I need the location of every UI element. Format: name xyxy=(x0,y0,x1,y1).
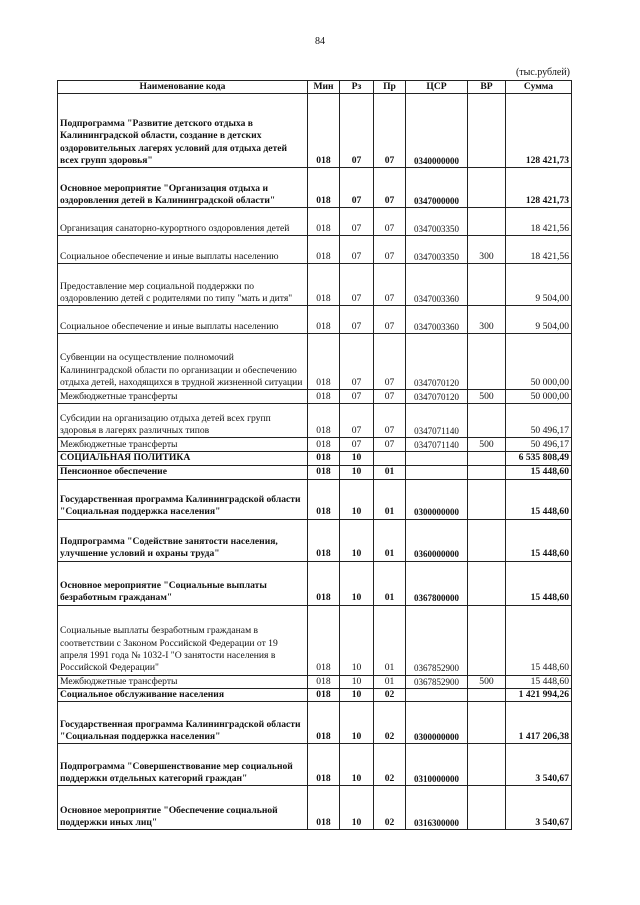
cell-rz: 10 xyxy=(340,519,374,561)
cell-rz: 07 xyxy=(340,168,374,208)
cell-csr xyxy=(406,465,468,479)
cell-rz: 10 xyxy=(340,702,374,744)
table-row xyxy=(58,702,572,744)
cell-pr: 02 xyxy=(374,702,406,744)
table-row xyxy=(58,605,572,675)
cell-pr: 02 xyxy=(374,688,406,701)
cell-pr: 01 xyxy=(374,561,406,605)
cell-name: Социальные выплаты безработным гражданам в соответствии с Законом Российской Федерации от 19 апреля 1991 года № 1032-I "О занятости населения в Российской Федерации" xyxy=(58,605,308,675)
cell-rz: 10 xyxy=(340,744,374,786)
cell-rz: 10 xyxy=(340,688,374,701)
table-row xyxy=(58,438,572,452)
cell-sum: 50 000,00 xyxy=(506,390,572,404)
cell-vr xyxy=(468,94,506,168)
table-row xyxy=(58,452,572,465)
cell-pr: 07 xyxy=(374,390,406,404)
cell-rz: 10 xyxy=(340,561,374,605)
cell-name: Субсидии на организацию отдыха детей всех групп здоровья в лагерях различных типов xyxy=(58,404,308,438)
cell-min: 018 xyxy=(308,688,340,701)
cell-name: Основное мероприятие "Обеспечение социальной поддержки иных лиц" xyxy=(58,786,308,830)
cell-sum: 9 504,00 xyxy=(506,264,572,306)
cell-name: Организация санаторно-курортного оздоровления детей xyxy=(58,208,308,236)
cell-pr: 01 xyxy=(374,519,406,561)
cell-sum: 128 421,73 xyxy=(506,168,572,208)
cell-vr xyxy=(468,452,506,465)
budget-table xyxy=(57,80,572,830)
cell-name: Межбюджетные трансферты xyxy=(58,438,308,452)
header-pr: Пр xyxy=(374,81,406,94)
cell-rz: 10 xyxy=(340,465,374,479)
cell-rz: 07 xyxy=(340,306,374,334)
cell-csr: 0300000000 xyxy=(406,702,468,744)
cell-min: 018 xyxy=(308,519,340,561)
cell-name: Социальное обеспечение и иные выплаты населению xyxy=(58,236,308,264)
table-row xyxy=(58,264,572,306)
cell-min: 018 xyxy=(308,168,340,208)
cell-vr xyxy=(468,786,506,830)
table-row xyxy=(58,208,572,236)
cell-rz: 10 xyxy=(340,786,374,830)
cell-name: Социальное обслуживание населения xyxy=(58,688,308,701)
cell-vr: 500 xyxy=(468,675,506,688)
cell-sum: 3 540,67 xyxy=(506,744,572,786)
cell-name: Государственная программа Калининградской области "Социальная поддержка населения" xyxy=(58,479,308,519)
cell-sum: 15 448,60 xyxy=(506,605,572,675)
cell-rz: 10 xyxy=(340,675,374,688)
cell-name: Межбюджетные трансферты xyxy=(58,675,308,688)
cell-csr: 0367852900 xyxy=(406,675,468,688)
cell-sum: 15 448,60 xyxy=(506,675,572,688)
cell-csr: 0340000000 xyxy=(406,94,468,168)
cell-pr: 07 xyxy=(374,94,406,168)
cell-csr: 0347070120 xyxy=(406,390,468,404)
cell-csr: 0316300000 xyxy=(406,786,468,830)
cell-pr: 01 xyxy=(374,605,406,675)
cell-pr: 01 xyxy=(374,465,406,479)
cell-rz: 07 xyxy=(340,264,374,306)
cell-sum: 50 496,17 xyxy=(506,404,572,438)
cell-name: Основное мероприятие "Организация отдыха и оздоровления детей в Калининградской области" xyxy=(58,168,308,208)
cell-csr xyxy=(406,452,468,465)
cell-min: 018 xyxy=(308,94,340,168)
cell-csr xyxy=(406,688,468,701)
cell-name: Пенсионное обеспечение xyxy=(58,465,308,479)
cell-vr xyxy=(468,561,506,605)
cell-csr: 0347003360 xyxy=(406,306,468,334)
units-label: (тыс.рублей) xyxy=(515,67,570,78)
header-rz: Рз xyxy=(340,81,374,94)
table-row xyxy=(58,688,572,701)
cell-vr: 500 xyxy=(468,390,506,404)
cell-pr: 07 xyxy=(374,208,406,236)
cell-pr: 02 xyxy=(374,744,406,786)
cell-csr: 0367852900 xyxy=(406,605,468,675)
cell-name: Подпрограмма "Развитие детского отдыха в Калининградской области, создание в детских оздоровительных лагерях условий для отдыха детей всех групп здоровья" xyxy=(58,94,308,168)
cell-min: 018 xyxy=(308,465,340,479)
cell-min: 018 xyxy=(308,702,340,744)
cell-rz: 07 xyxy=(340,334,374,390)
cell-vr: 300 xyxy=(468,236,506,264)
cell-min: 018 xyxy=(308,786,340,830)
table-row xyxy=(58,94,572,168)
cell-sum: 18 421,56 xyxy=(506,208,572,236)
cell-rz: 10 xyxy=(340,479,374,519)
cell-rz: 07 xyxy=(340,404,374,438)
cell-pr xyxy=(374,452,406,465)
cell-csr: 0347071140 xyxy=(406,438,468,452)
cell-vr xyxy=(468,479,506,519)
cell-sum: 50 000,00 xyxy=(506,334,572,390)
table-row xyxy=(58,334,572,390)
cell-pr: 07 xyxy=(374,404,406,438)
cell-pr: 01 xyxy=(374,675,406,688)
cell-min: 018 xyxy=(308,306,340,334)
cell-vr xyxy=(468,519,506,561)
cell-rz: 07 xyxy=(340,438,374,452)
cell-vr xyxy=(468,688,506,701)
cell-sum: 9 504,00 xyxy=(506,306,572,334)
cell-sum: 15 448,60 xyxy=(506,561,572,605)
cell-csr: 0367800000 xyxy=(406,561,468,605)
header-csr: ЦСР xyxy=(406,81,468,94)
cell-min: 018 xyxy=(308,236,340,264)
cell-rz: 07 xyxy=(340,208,374,236)
cell-sum: 15 448,60 xyxy=(506,519,572,561)
cell-rz: 07 xyxy=(340,94,374,168)
cell-csr: 0300000000 xyxy=(406,479,468,519)
cell-vr xyxy=(468,264,506,306)
cell-vr xyxy=(468,168,506,208)
cell-name: СОЦИАЛЬНАЯ ПОЛИТИКА xyxy=(58,452,308,465)
table-body xyxy=(58,94,572,830)
table-row xyxy=(58,786,572,830)
table-header-row xyxy=(58,81,572,94)
cell-rz: 07 xyxy=(340,236,374,264)
cell-min: 018 xyxy=(308,438,340,452)
cell-vr xyxy=(468,605,506,675)
cell-sum: 128 421,73 xyxy=(506,94,572,168)
cell-min: 018 xyxy=(308,334,340,390)
cell-vr xyxy=(468,702,506,744)
cell-rz: 10 xyxy=(340,605,374,675)
cell-vr: 300 xyxy=(468,306,506,334)
cell-min: 018 xyxy=(308,208,340,236)
cell-name: Подпрограмма "Совершенствование мер социальной поддержки отдельных категорий граждан" xyxy=(58,744,308,786)
table-row xyxy=(58,168,572,208)
cell-pr: 07 xyxy=(374,306,406,334)
cell-vr: 500 xyxy=(468,438,506,452)
table-row xyxy=(58,236,572,264)
cell-pr: 02 xyxy=(374,786,406,830)
cell-min: 018 xyxy=(308,744,340,786)
cell-csr: 0347000000 xyxy=(406,168,468,208)
cell-sum: 18 421,56 xyxy=(506,236,572,264)
cell-rz: 10 xyxy=(340,452,374,465)
cell-vr xyxy=(468,334,506,390)
cell-csr: 0347003350 xyxy=(406,236,468,264)
cell-pr: 07 xyxy=(374,438,406,452)
cell-pr: 07 xyxy=(374,236,406,264)
table-row xyxy=(58,479,572,519)
cell-min: 018 xyxy=(308,675,340,688)
cell-min: 018 xyxy=(308,264,340,306)
cell-sum: 1 421 994,26 xyxy=(506,688,572,701)
cell-name: Субвенции на осуществление полномочий Калининградской области по организации и обеспечению отдыха детей, находящихся в трудной жизненной ситуации xyxy=(58,334,308,390)
cell-sum: 15 448,60 xyxy=(506,465,572,479)
cell-min: 018 xyxy=(308,452,340,465)
cell-sum: 6 535 808,49 xyxy=(506,452,572,465)
table-row xyxy=(58,675,572,688)
cell-pr: 07 xyxy=(374,264,406,306)
cell-pr: 07 xyxy=(374,334,406,390)
cell-csr: 0310000000 xyxy=(406,744,468,786)
cell-min: 018 xyxy=(308,404,340,438)
cell-sum: 1 417 206,38 xyxy=(506,702,572,744)
cell-csr: 0347071140 xyxy=(406,404,468,438)
table-row xyxy=(58,465,572,479)
cell-vr xyxy=(468,744,506,786)
cell-csr: 0360000000 xyxy=(406,519,468,561)
cell-csr: 0347003350 xyxy=(406,208,468,236)
header-sum: Сумма xyxy=(506,81,572,94)
cell-sum: 15 448,60 xyxy=(506,479,572,519)
cell-name: Социальное обеспечение и иные выплаты населению xyxy=(58,306,308,334)
cell-pr: 01 xyxy=(374,479,406,519)
cell-name: Основное мероприятие "Социальные выплаты безработным гражданам" xyxy=(58,561,308,605)
cell-sum: 50 496,17 xyxy=(506,438,572,452)
header-name: Наименование кода xyxy=(58,81,308,94)
cell-csr: 0347070120 xyxy=(406,334,468,390)
table-row xyxy=(58,306,572,334)
cell-sum: 3 540,67 xyxy=(506,786,572,830)
table-row xyxy=(58,744,572,786)
cell-min: 018 xyxy=(308,479,340,519)
cell-rz: 07 xyxy=(340,390,374,404)
cell-vr xyxy=(468,208,506,236)
cell-name: Межбюджетные трансферты xyxy=(58,390,308,404)
cell-name: Предоставление мер социальной поддержки по оздоровлению детей с родителями по типу "мать и дитя" xyxy=(58,264,308,306)
cell-min: 018 xyxy=(308,561,340,605)
cell-pr: 07 xyxy=(374,168,406,208)
table-row xyxy=(58,390,572,404)
cell-min: 018 xyxy=(308,605,340,675)
cell-vr xyxy=(468,465,506,479)
cell-name: Подпрограмма "Содействие занятости населения, улучшение условий и охраны труда" xyxy=(58,519,308,561)
table-row xyxy=(58,404,572,438)
table-row xyxy=(58,519,572,561)
table-row xyxy=(58,561,572,605)
cell-name: Государственная программа Калининградской области "Социальная поддержка населения" xyxy=(58,702,308,744)
cell-min: 018 xyxy=(308,390,340,404)
page-number: 84 xyxy=(315,36,325,47)
header-vr: ВР xyxy=(468,81,506,94)
cell-vr xyxy=(468,404,506,438)
header-min: Мин xyxy=(308,81,340,94)
cell-csr: 0347003360 xyxy=(406,264,468,306)
